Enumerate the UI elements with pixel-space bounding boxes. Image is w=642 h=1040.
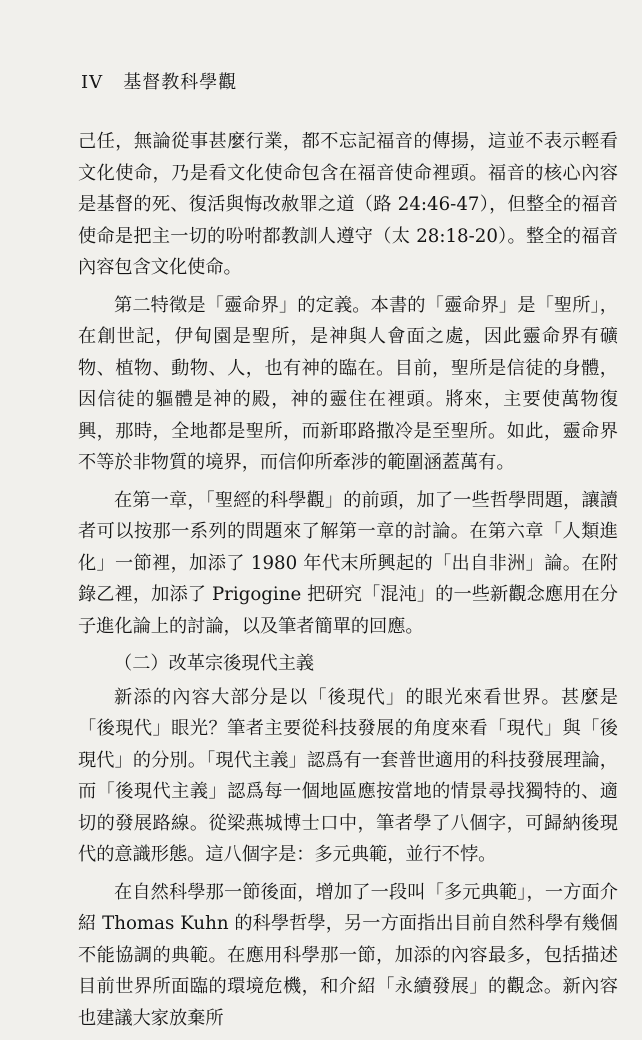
section-heading: （二）改革宗後現代主義 bbox=[114, 653, 315, 674]
chapter-number: IV bbox=[81, 72, 104, 93]
paragraph-chapter-additions: 在第一章，「聖經的科學觀」的前頭，加了一些哲學問題，讓讀者可以按那一系列的問題來了解第一章的討論。在第六章「人類進化」一節裡，加添了 1980 年代末所興起的「出自非洲」論。在附錄乙裡，加添了 Prigogine 把研究「混沌」的一些新觀念應用在分子進化論上的討論，以及筆者簡單的回應。 bbox=[78, 489, 618, 637]
paragraph-spiritual-realm: 第二特徵是「靈命界」的定義。本書的「靈命界」是「聖所」，在創世記，伊甸園是聖所，是神與人會面之處，因此靈命界有礦物、植物、動物、人，也有神的臨在。目前，聖所是信徒的身體，因信徒的軀體是神的殿，神的靈住在裡頭。將來，主要使萬物復興，那時，全地都是聖所，而新耶路撒冷是至聖所。如此，靈命界不等於非物質的境界，而信仰所牽涉的範圍涵蓋萬有。 bbox=[78, 294, 618, 473]
running-header bbox=[81, 68, 237, 94]
paragraph-multiple-paradigms: 在自然科學那一節後面，增加了一段叫「多元典範」，一方面介紹 Thomas Kuhn 的科學哲學，另一方面指出目前自然科學有幾個不能協調的典範。在應用科學那一節，加添的內容最多，包括描述目前世界所面臨的環境危機，和介紹「永續發展」的觀念。新內容也建議大家放棄所 bbox=[78, 881, 618, 1029]
body-text bbox=[78, 126, 618, 1040]
paragraph-continued: 己任，無論從事甚麼行業，都不忘記福音的傳揚，這並不表示輕看文化使命，乃是看文化使命包含在福音使命裡頭。福音的核心內容是基督的死、復活與悔改赦罪之道（路 24:46-47），但整全的福音使命是把主一切的吩咐都教訓人遵守（太 28:18-20）。整全的福音內容包含文化使命。 bbox=[78, 131, 618, 278]
paragraph-postmodern: 新添的內容大部分是以「後現代」的眼光來看世界。甚麼是「後現代」眼光？筆者主要從科技發展的角度來看「現代」與「後現代」的分別。「現代主義」認爲有一套普世適用的科技發展理論，而「後現代主義」認爲每一個地區應按當地的情景尋找獨特的、適切的發展路線。從梁燕城博士口中，筆者學了八個字，可歸納後現代的意識形態。這八個字是：多元典範，並行不悖。 bbox=[78, 686, 618, 865]
chapter-title: 基督教科學觀 bbox=[123, 72, 238, 93]
